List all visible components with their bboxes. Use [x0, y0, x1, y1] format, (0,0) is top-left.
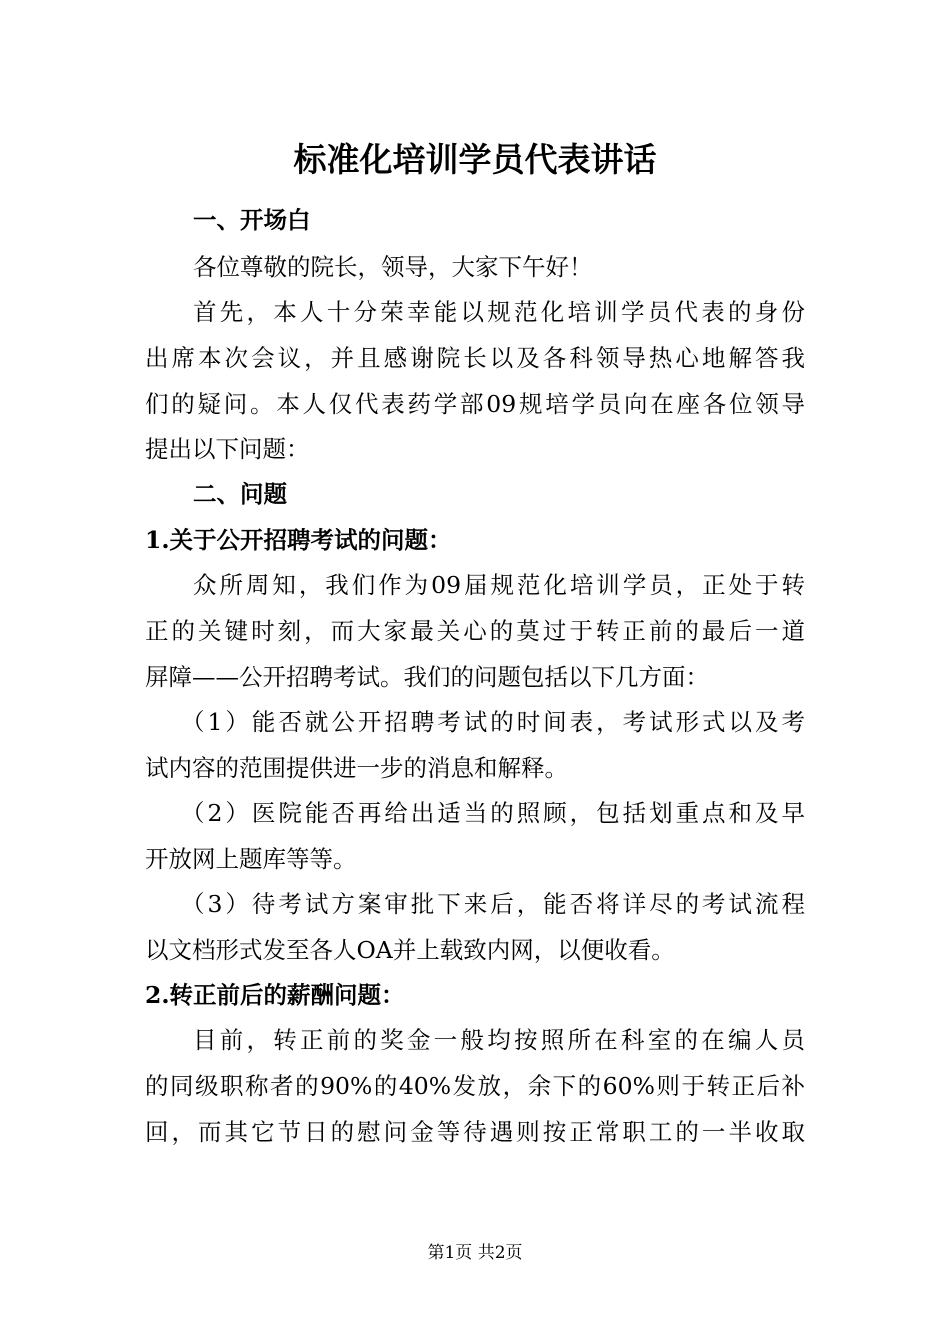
question-1-item-2: （2）医院能否再给出适当的照顾，包括划重点和及早: [181, 799, 805, 827]
intro-line: 提出以下问题：: [145, 435, 310, 463]
document-title: 标准化培训学员代表讲话: [293, 140, 657, 179]
section-heading-questions: 二、问题: [193, 480, 287, 508]
section-heading-opening: 一、开场白: [193, 206, 311, 234]
question-1-item-1: （1）能否就公开招聘考试的时间表，考试形式以及考: [181, 708, 805, 736]
question-1-line: 众所周知，我们作为09届规范化培训学员，正处于转: [193, 571, 805, 599]
question-1-item-3: （3）待考试方案审批下来后，能否将详尽的考试流程: [181, 890, 805, 918]
question-1-item-3-cont: 以文档形式发至各人OA并上载致内网，以便收看。: [145, 936, 675, 964]
question-2-line: 的同级职称者的90%的40%发放，余下的60%则于转正后补: [145, 1072, 805, 1100]
greeting-paragraph: 各位尊敬的院长，领导，大家下午好！: [193, 253, 593, 281]
question-2-line: 回，而其它节日的慰问金等待遇则按正常职工的一半收取: [145, 1118, 805, 1146]
question-2-line: 目前，转正前的奖金一般均按照所在科室的在编人员: [193, 1026, 805, 1054]
question-1-item-2-cont: 开放网上题库等等。: [145, 845, 357, 873]
question-2-heading: 2.转正前后的薪酬问题：: [145, 981, 405, 1009]
question-1-heading: 1.关于公开招聘考试的问题：: [145, 526, 452, 554]
intro-line: 们的疑问。本人仅代表药学部09规培学员向在座各位领导: [145, 390, 805, 418]
question-1-line: 屏障——公开招聘考试。我们的问题包括以下几方面：: [145, 663, 709, 691]
question-1-line: 正的关键时刻，而大家最关心的莫过于转正前的最后一道: [145, 617, 805, 645]
intro-line: 首先，本人十分荣幸能以规范化培训学员代表的身份: [193, 298, 805, 326]
question-1-item-1-cont: 试内容的范围提供进一步的消息和解释。: [145, 754, 568, 782]
page-footer: 第1页 共2页: [427, 1243, 523, 1263]
intro-line: 出席本次会议，并且感谢院长以及各科领导热心地解答我: [145, 344, 805, 372]
